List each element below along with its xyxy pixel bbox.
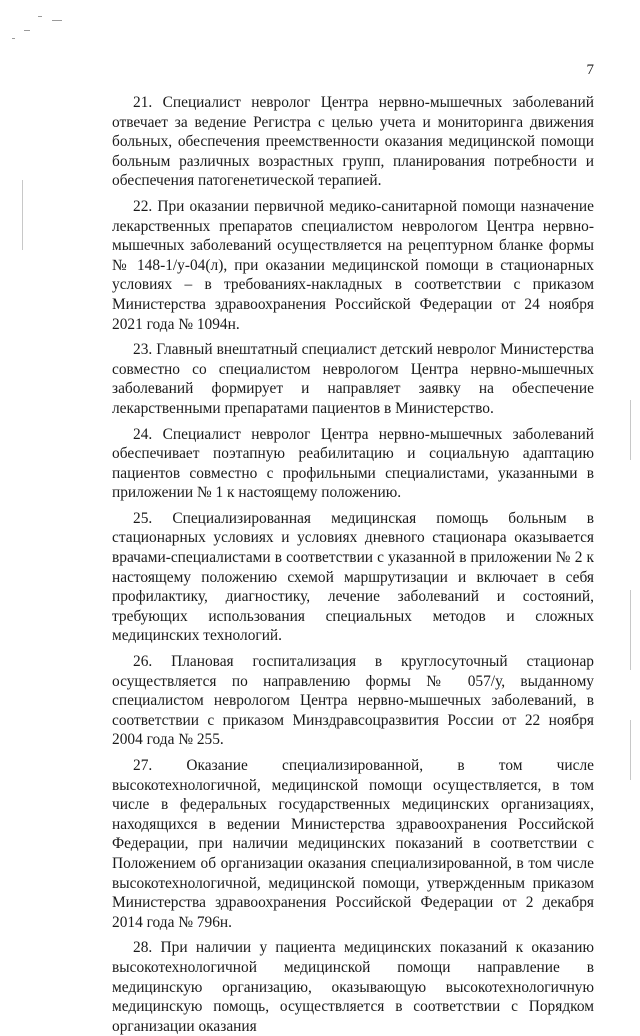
document-body: [112, 93, 594, 1036]
paragraph-28: 28. При наличии у пациента медицинских показаний к оказанию высокотехнологичной медицинской помощи направление в медицинскую организацию, оказывающую высокотехнологичную медицинскую помощь, осуществляется в соответствии с Порядком организации оказания: [112, 939, 594, 1035]
scan-mark: [630, 400, 631, 460]
scan-mark: [22, 180, 23, 250]
scan-mark: [38, 16, 42, 17]
paragraph-25: 25. Специализированная медицинская помощь больным в стационарных условиях и условиях дневного стационара оказывается врачами-специалистами в соответствии с указанной в приложении № 2 к настоящему положению схемой маршрутизации и включает в себя профилактику, диагностику, лечение заболеваний и состояний, требующих использования специальных методов и сложных медицинских технологий.: [112, 509, 594, 645]
paragraph-27: 27. Оказание специализированной, в том числе высокотехнологичной, медицинской помощи осуществляется, в том числе в федеральных государственных медицинских организациях, находящихся в ведении Министерства здравоохранения Российской Федерации, при наличии медицинских показаний в соответствии с Положением об организации оказания специализированной, в том числе высокотехнологичной, медицинской помощи, утвержденным приказом Министерства здравоохранения Российской Федерации от 2 декабря 2014 года № 796н.: [112, 757, 594, 931]
scan-mark: [630, 720, 631, 780]
scan-mark: [24, 30, 30, 31]
paragraph-21: 21. Специалист невролог Центра нервно-мышечных заболеваний отвечает за ведение Регистра с целью учета и мониторинга движения больных, обеспечения преемственности оказания медицинской помощи больным различных возрастных групп, планирования потребности и обеспечения патогенетической терапией.: [112, 94, 594, 190]
paragraph-23: 23. Главный внештатный специалист детский невролог Министерства совместно со специалистом неврологом Центра нервно-мышечных заболеваний формирует и направляет заявку на обеспечение лекарственными препаратами пациентов в Министерство.: [112, 341, 594, 417]
paragraph-26: 26. Плановая госпитализация в круглосуточный стационар осуществляется по направлению формы № 057/у, выданному специалистом неврологом Центра нервно-мышечных заболеваний, в соответствии с приказом Минздравсоцразвития России от 22 ноября 2004 года № 255.: [112, 653, 594, 749]
page-number: 7: [586, 62, 594, 78]
paragraph-24: 24. Специалист невролог Центра нервно-мышечных заболеваний обеспечивает поэтапную реабилитацию и социальную адаптацию пациентов совместно с профильными специалистами, указанными в приложении № 1 к настоящему положению.: [112, 425, 594, 502]
scan-mark: [12, 38, 15, 39]
scan-mark: [630, 590, 631, 670]
paragraph-22: 22. При оказании первичной медико-санитарной помощи назначение лекарственных препаратов специалистом неврологом Центра нервно-мышечных заболеваний осуществляется на рецептурном бланке формы № 148-1/у-04(л), при оказании медицинской помощи в стационарных условиях – в требованиях-накладных в соответствии с приказом Министерства здравоохранения Российской Федерации от 24 ноября 2021 года № 1094н.: [112, 197, 594, 333]
scan-mark: [52, 20, 62, 21]
